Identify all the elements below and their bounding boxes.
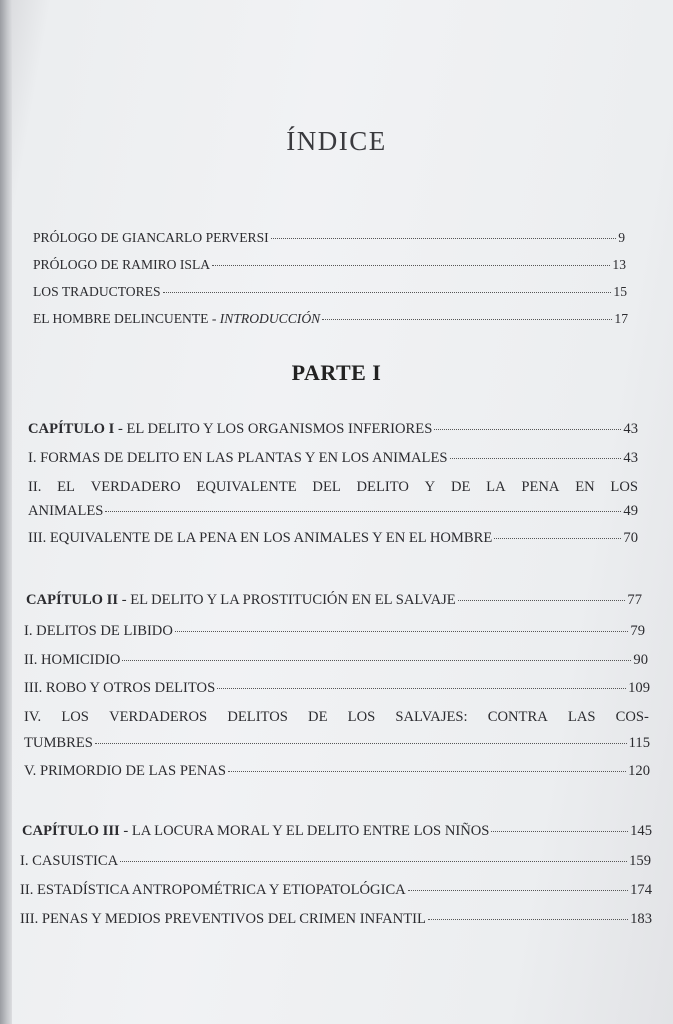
- chapter-label: CAPÍTULO I: [28, 421, 115, 437]
- word: DELITOS: [227, 709, 288, 725]
- dot-leader: [494, 538, 621, 539]
- toc-entry-page: 159: [629, 853, 651, 869]
- dot-leader: [322, 319, 612, 320]
- word: LOS: [610, 479, 638, 495]
- toc-section: [24, 652, 648, 669]
- dot-leader: [428, 919, 628, 920]
- dot-leader: [163, 292, 612, 293]
- toc-entry-title: PRÓLOGO DE GIANCARLO PERVERSI: [33, 230, 269, 245]
- word: LAS: [567, 709, 596, 725]
- toc-section-title: III. ROBO Y OTROS DELITOS: [24, 680, 216, 696]
- toc-section-title: I. FORMAS DE DELITO EN LAS PLANTAS Y EN LOS ANIMALES: [28, 450, 448, 466]
- toc-entry-page: 43: [623, 421, 638, 437]
- chapter-label: CAPÍTULO III: [22, 823, 120, 839]
- word: PENA: [521, 479, 560, 495]
- chapter-label: CAPÍTULO II: [26, 592, 119, 608]
- dot-leader: [271, 238, 617, 239]
- dot-leader: [434, 429, 621, 430]
- toc-section-title: II. ESTADÍSTICA ANTROPOMÉTRICA Y ETIOPATOLÓGICA: [20, 882, 406, 898]
- toc-entry-title: [33, 311, 320, 327]
- chapter-title: - EL DELITO Y LOS ORGANISMOS INFERIORES: [114, 421, 433, 437]
- dot-leader: [217, 688, 626, 689]
- word: SALVAJES:: [395, 709, 468, 725]
- toc-section: [28, 530, 638, 547]
- toc-section-continuation: [28, 503, 638, 520]
- word: VERDADERO: [90, 479, 181, 495]
- toc-entry-page: 15: [613, 284, 627, 299]
- word: LOS: [61, 709, 89, 725]
- word: DEL: [312, 479, 341, 495]
- toc-entry-page: 70: [623, 530, 638, 546]
- dot-leader: [458, 600, 626, 601]
- toc-section-title: I. DELITOS DE LIBIDO: [24, 623, 173, 639]
- toc-section-wrapped-line: [28, 479, 638, 496]
- toc-chapter-title: [26, 592, 456, 609]
- dot-leader: [175, 631, 629, 632]
- word: COS-: [615, 709, 649, 725]
- word: DELITO: [356, 479, 409, 495]
- word: LOS: [347, 709, 376, 725]
- toc-entry-title: PRÓLOGO DE RAMIRO ISLA: [33, 257, 211, 272]
- dot-leader: [228, 771, 626, 772]
- toc-entry-introduccion: [33, 311, 628, 327]
- part-heading: PARTE I: [291, 360, 382, 385]
- dot-leader: [122, 660, 631, 661]
- toc-chapter-title: [28, 421, 432, 438]
- word: II.: [28, 479, 42, 495]
- toc-section: [24, 763, 650, 780]
- toc-section-title: I. CASUISTICA: [20, 853, 119, 869]
- toc-entry-title: LOS TRADUCTORES: [33, 284, 161, 299]
- word: DE: [308, 709, 328, 725]
- page-title: ÍNDICE: [286, 126, 387, 156]
- toc-section: [20, 911, 652, 928]
- dot-leader: [491, 831, 628, 832]
- dot-leader: [105, 511, 621, 512]
- toc-chapter-1: [28, 421, 638, 438]
- dot-leader: [95, 743, 627, 744]
- toc-entry-prologo-perversi: [33, 230, 625, 246]
- word: CONTRA: [487, 709, 548, 725]
- toc-entry-page: 77: [627, 592, 642, 608]
- toc-entry-page: 13: [612, 257, 626, 272]
- toc-section: [28, 450, 638, 467]
- toc-section-title: III. EQUIVALENTE DE LA PENA EN LOS ANIMALES Y EN EL HOMBRE: [28, 530, 493, 546]
- toc-entry-page: 49: [623, 503, 638, 519]
- toc-section-title: III. PENAS Y MEDIOS PREVENTIVOS DEL CRIMEN INFANTIL: [20, 911, 426, 927]
- word: DE: [450, 479, 471, 495]
- word: Y: [424, 479, 436, 495]
- toc-section: [24, 680, 650, 697]
- toc-chapter-3: [22, 823, 652, 840]
- toc-chapter-title: [22, 823, 489, 840]
- dot-leader: [450, 458, 622, 459]
- dot-leader: [120, 861, 627, 862]
- toc-entry-title-roman: EL HOMBRE DELINCUENTE -: [33, 311, 220, 326]
- chapter-title: - EL DELITO Y LA PROSTITUCIÓN EN EL SALVAJE: [118, 592, 456, 608]
- toc-entry-page: 9: [618, 230, 625, 245]
- word: EL: [57, 479, 75, 495]
- toc-chapter-2: [26, 592, 642, 609]
- toc-entry-page: 109: [628, 680, 650, 696]
- toc-entry-page: 174: [630, 882, 652, 898]
- toc-entry-traductores: [33, 284, 627, 300]
- toc-entry-page: 90: [633, 652, 648, 668]
- word: LA: [486, 479, 506, 495]
- toc-entry-page: 17: [614, 311, 628, 326]
- toc-section: [20, 882, 652, 899]
- toc-section-title: V. PRIMORDIO DE LAS PENAS: [24, 763, 227, 779]
- chapter-title: - LA LOCURA MORAL Y EL DELITO ENTRE LOS NIÑOS: [119, 823, 490, 839]
- toc-entry-page: 183: [630, 911, 652, 927]
- toc-entry-page: 79: [630, 623, 645, 639]
- toc-entry-title-italic: INTRODUCCIÓN: [219, 311, 321, 326]
- word: EN: [575, 479, 595, 495]
- toc-entry-page: 120: [628, 763, 650, 779]
- toc-entry-page: 43: [623, 450, 638, 466]
- toc-section-title: TUMBRES: [24, 735, 93, 751]
- toc-section-title: ANIMALES: [28, 503, 104, 519]
- toc-section-wrapped-line: [24, 709, 649, 726]
- dot-leader: [212, 265, 610, 266]
- toc-section: [20, 853, 651, 870]
- word: IV.: [24, 709, 42, 725]
- toc-entry-prologo-isla: [33, 257, 626, 273]
- word: EQUIVALENTE: [196, 479, 297, 495]
- toc-section-title: II. HOMICIDIO: [24, 652, 121, 668]
- word: VERDADEROS: [109, 709, 208, 725]
- toc-section: [24, 623, 645, 640]
- toc-entry-page: 145: [630, 823, 652, 839]
- dot-leader: [408, 890, 628, 891]
- toc-entry-page: 115: [628, 735, 650, 751]
- toc-section-continuation: [24, 735, 650, 752]
